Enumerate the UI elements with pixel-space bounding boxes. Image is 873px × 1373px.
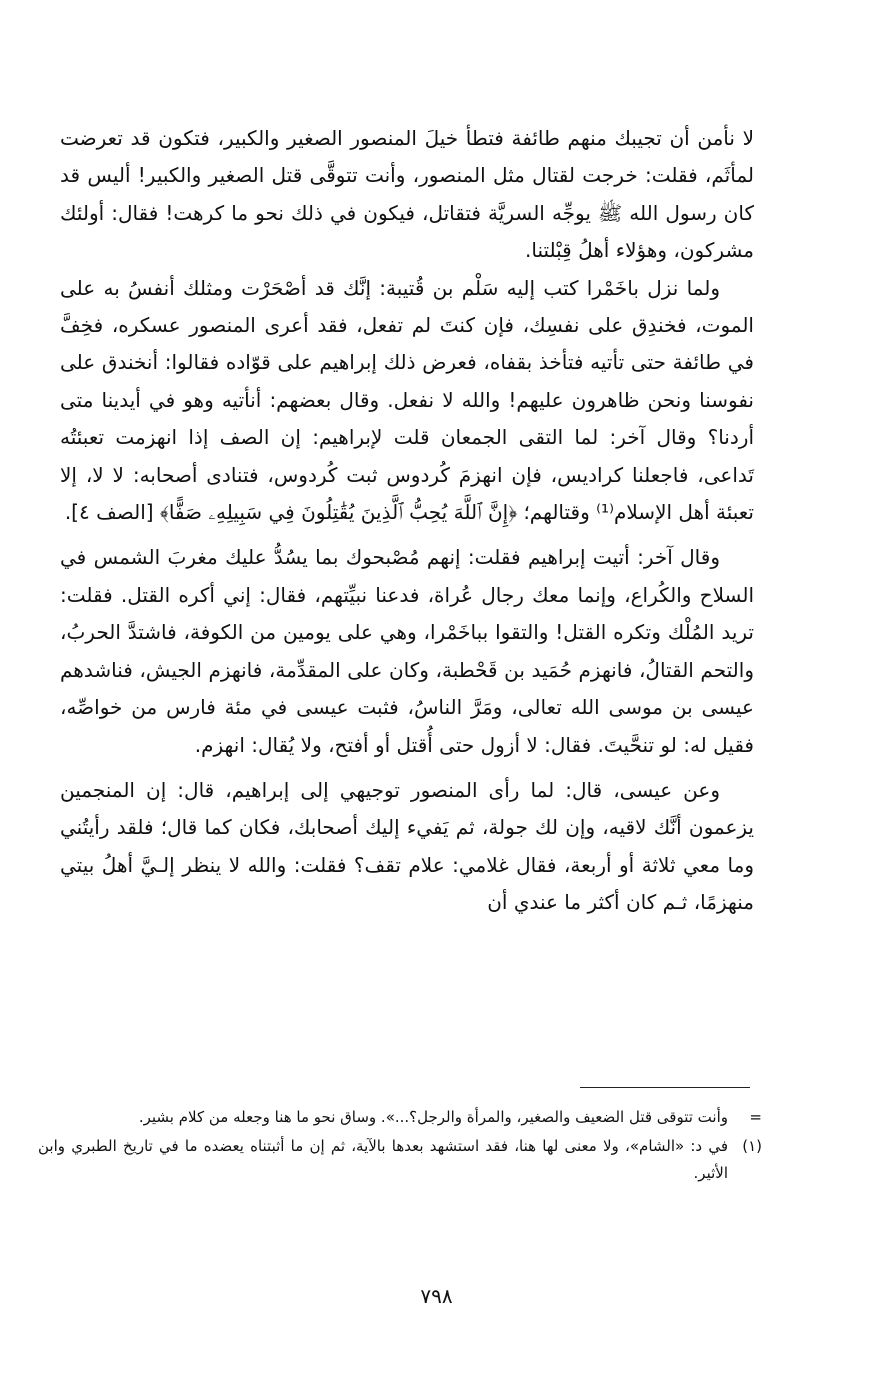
footnote-mark: (١) <box>742 1137 762 1155</box>
page-number: ٧٩٨ <box>420 1284 453 1308</box>
footnotes <box>38 1104 762 1189</box>
paragraph-3: وقال آخر: أتيت إبراهيم فقلت: إنهم مُصْبحوك بما يسُدُّ عليك مغربَ الشمس في السلاح والكُراع، وإنما معك رجال عُراة، فدعنا نبيِّتهم، فقال: إني أكره القتل. فقلت: تريد المُلْك وتكره القتل! والتقوا بباخَمْرا، وهي على يومين من الكوفة، فاشتدَّ الحربُ، والتحم القتالُ، فانهزم حُمَيد بن قَحْطبة، وكان على المقدِّمة، فانهزم الجيش، فناشدهم عيسى بن موسى الله تعالى، ومَرَّ الناسُ، فثبت عيسى في مئة فارس من خواصِّه، فقيل له: لو تنحَّيتَ. فقال: لا أزول حتى أُقتل أو أفتح، ولا يُقال: انهزم. <box>60 545 754 757</box>
footnote-separator <box>580 1087 750 1088</box>
paragraph-1: لا نأمن أن تجيبك منهم طائفة فتطأ خيلَ المنصور الصغير والكبير، فتكون قد تعرضت لمأثَم، فقلت: خرجت لقتال مثل المنصور، وأنت تتوقَّى قتل الصغير والكبير! أليس قد كان رسول الله ﷺ يوجِّه السريَّة فتقاتل، فيكون في ذلك نحو ما كرهت! فقال: أولئك مشركون، وهؤلاء أهلُ قِبْلتنا. <box>60 126 754 263</box>
footnote-continuation <box>38 1104 762 1131</box>
main-text <box>60 120 754 922</box>
footnote-text: في د: «الشام»، ولا معنى لها هنا، فقد استشهد بعدها بالآية، ثم إن ما أثبتناه يعضده ما في تاريخ الطبري وابن الأثير. <box>38 1137 728 1182</box>
footnote-text: وأنت تتوقى قتل الضعيف والصغير، والمرأة والرجل؟...». وساق نحو ما هنا وجعله من كلام بشير. <box>138 1108 728 1126</box>
paragraph-4: وعن عيسى، قال: لما رأى المنصور توجيهي إلى إبراهيم، قال: إن المنجمين يزعمون أنَّك لاقيه، وإن لك جولة، ثم يَفيء إليك أصحابك، فكان كما قال؛ فلقد رأيتُني وما معي ثلاثة أو أربعة، فقال غلامي: علام تقف؟ فقلت: والله لا ينظر إلـيَّ أهلُ بيتي منهزمًا، ثـم كان أكثر ما عندي أن <box>60 777 754 915</box>
footnote-1 <box>38 1133 762 1187</box>
footnote-mark: = <box>749 1108 762 1126</box>
paragraph-2: ولما نزل باخَمْرا كتب إليه سَلْم بن قُتيبة: إنَّك قد أصْحَرْت ومثلك أنفسُ به على الموت، فخندِق على نفسِك، فإن كنتَ لم تفعل، فقد أعرى المنصور عسكره، فخِفَّ في طائفة حتى تأتيه فتأخذ بقفاه، فعرض ذلك إبراهيم على قوّاده فقالوا: أنخندق على نفوسنا ونحن ظاهرون عليهم! والله لا نفعل. وقال بعضهم: أنأتيه وهو في أيدينا متى أردنا؟ وقال آخر: لما التقى الجمعان قلت لإبراهيم: إن الصف إذا انهزمت تعبئتُه تَداعى، فاجعلنا كراديس، فإن انهزمَ كُردوس ثبت كُردوس، فتنادى أصحابه: لا لا، إلا تعبئة أهل الإسلام⁽¹⁾ وقتالهم؛ ﴿إِنَّ ٱللَّهَ يُحِبُّ ٱلَّذِينَ يُقَٰتِلُونَ فِي سَبِيلِهِۦ صَفًّا﴾ [الصف ٤]. <box>60 275 754 525</box>
